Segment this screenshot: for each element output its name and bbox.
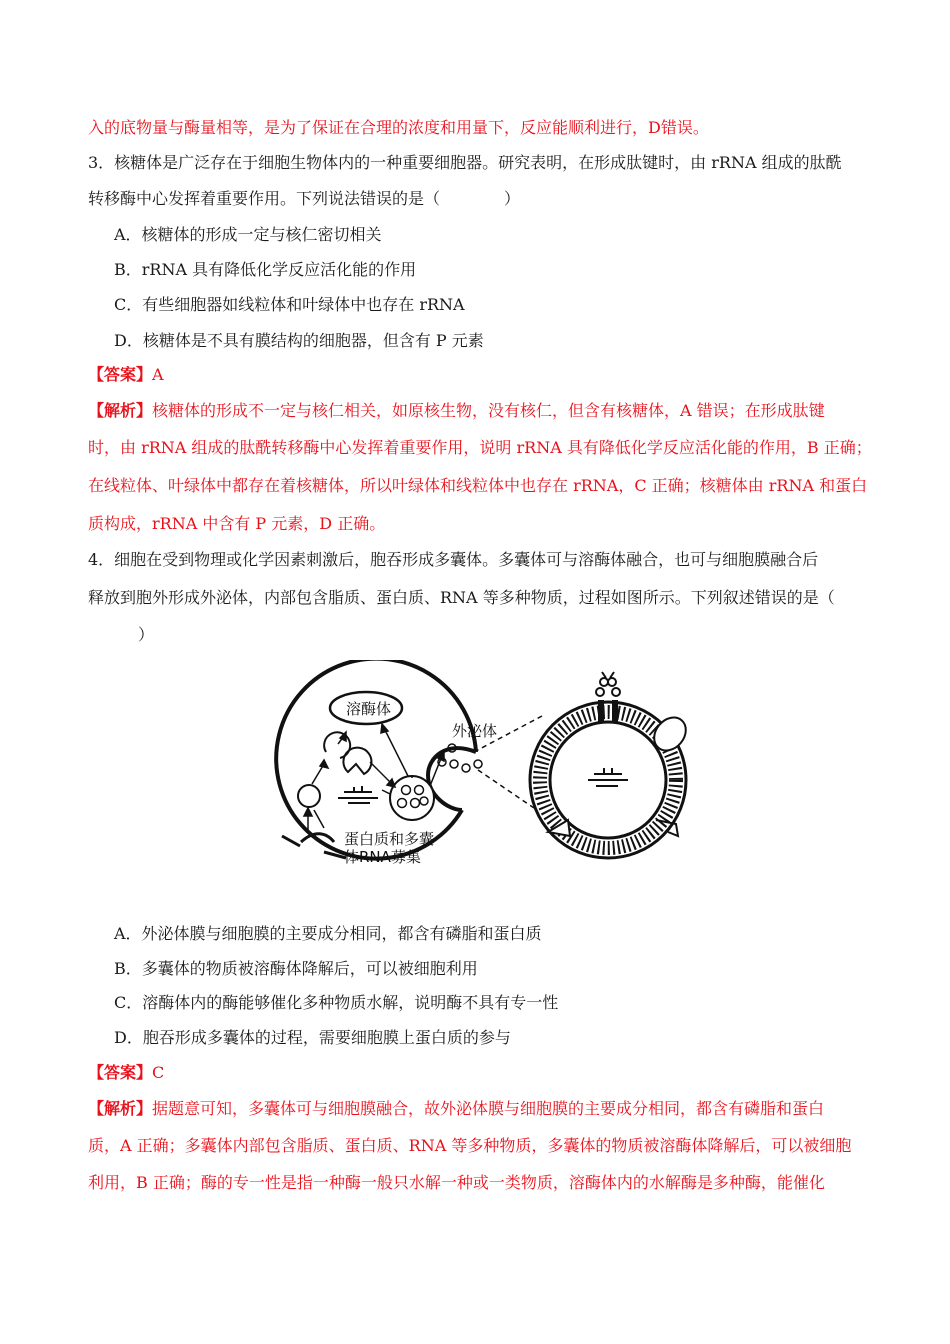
question-4-stem-line1: 4．细胞在受到物理或化学因素刺激后，胞吞形成多囊体。多囊体可与溶酶体融合，也可与细胞膜融合后 xyxy=(88,550,819,569)
explanation-text: 核糖体的形成不一定与核仁相关，如原核生物，没有核仁，但含有核糖体，A 错误；在形成肽键 xyxy=(152,401,825,420)
question-4-explanation-line3: 利用，B 正确；酶的专一性是指一种酶一般只水解一种或一类物质，溶酶体内的水解酶是多种酶，能催化 xyxy=(88,1173,825,1192)
question-3-explanation-line1 xyxy=(88,400,825,422)
question-3-explanation-line3: 在线粒体、叶绿体中都存在着核糖体，所以叶绿体和线粒体中也存在 rRNA，C 正确；核糖体由 rRNA 和蛋白 xyxy=(88,476,868,495)
question-4-stem-line2: 释放到胞外形成外泌体，内部包含脂质、蛋白质、RNA 等多种物质，过程如图所示。下列叙述错误的是（ xyxy=(88,588,835,607)
lysosome-label: 溶酶体 xyxy=(346,700,392,718)
question-4-explanation-line1 xyxy=(88,1098,824,1120)
membrane-pocket xyxy=(428,748,476,810)
exosome-particle xyxy=(462,764,470,772)
question-3-option-c: C．有些细胞器如线粒体和叶绿体中也存在 rRNA xyxy=(114,295,465,314)
rna-protein-symbol xyxy=(338,786,378,803)
zoom-line-bottom xyxy=(478,770,534,808)
question-3-option-a: A．核糖体的形成一定与核仁密切相关 xyxy=(114,225,382,244)
question-4-explanation-line2: 质，A 正确；多囊体内部包含脂质、蛋白质、RNA 等多种物质，多囊体的物质被溶酶体降解后，可以被细胞 xyxy=(88,1136,852,1155)
question-3-answer xyxy=(88,364,164,386)
caption-line2: 体RNA募集 xyxy=(344,848,421,866)
answer-value: C xyxy=(152,1063,165,1082)
answer-value: A xyxy=(152,365,164,384)
answer-tag: 【答案】 xyxy=(88,365,153,384)
exosome-zoom xyxy=(530,672,690,858)
answer-tag: 【答案】 xyxy=(88,1063,153,1082)
question-4-option-d: D．胞吞形成多囊体的过程，需要细胞膜上蛋白质的参与 xyxy=(114,1028,511,1047)
question-3-option-b: B．rRNA 具有降低化学反应活化能的作用 xyxy=(114,260,417,279)
question-4-answer xyxy=(88,1062,164,1084)
question-4-option-c: C．溶酶体内的酶能够催化多种物质水解，说明酶不具有专一性 xyxy=(114,993,559,1012)
early-vesicle xyxy=(298,785,320,807)
explanation-tag: 【解析】 xyxy=(88,401,153,420)
question-3-explanation-line2: 时，由 rRNA 组成的肽酰转移酶中心发挥着重要作用，说明 rRNA 具有降低化学反应活化能的作用，B 正确； xyxy=(88,438,872,457)
question-3-stem-line1: 3．核糖体是广泛存在于细胞生物体内的一种重要细胞器。研究表明，在形成肽键时，由 rRNA 组成的肽酰 xyxy=(88,153,842,172)
question-3-explanation-line4: 质构成，rRNA 中含有 P 元素，D 正确。 xyxy=(88,514,386,533)
explanation-text: 据题意可知，多囊体可与细胞膜融合，故外泌体膜与细胞膜的主要成分相同，都含有磷脂和蛋白 xyxy=(152,1099,825,1118)
prev-explanation-tail: 入的底物量与酶量相等，是为了保证在合理的浓度和用量下，反应能顺利进行，D错误。 xyxy=(88,118,709,137)
question-4-option-a: A．外泌体膜与细胞膜的主要成分相同，都含有磷脂和蛋白质 xyxy=(114,924,542,943)
question-3-stem-line2: 转移酶中心发挥着重要作用。下列说法错误的是（ ） xyxy=(88,189,521,208)
exosome-particle xyxy=(474,760,482,768)
exosome-label: 外泌体 xyxy=(452,722,498,740)
endocytosis-line xyxy=(282,836,300,846)
exosome-diagram-svg xyxy=(266,660,690,882)
caption-line1: 蛋白质和多囊 xyxy=(344,830,435,848)
question-3-option-d: D．核糖体是不具有膜结构的细胞器，但含有 P 元素 xyxy=(114,331,484,350)
exosome-particle xyxy=(450,760,458,768)
question-4-stem-line3: ） xyxy=(138,625,155,644)
explanation-tag: 【解析】 xyxy=(88,1099,153,1118)
question-4-option-b: B．多囊体的物质被溶酶体降解后，可以被细胞利用 xyxy=(114,959,478,978)
exosome-diagram xyxy=(266,660,690,882)
